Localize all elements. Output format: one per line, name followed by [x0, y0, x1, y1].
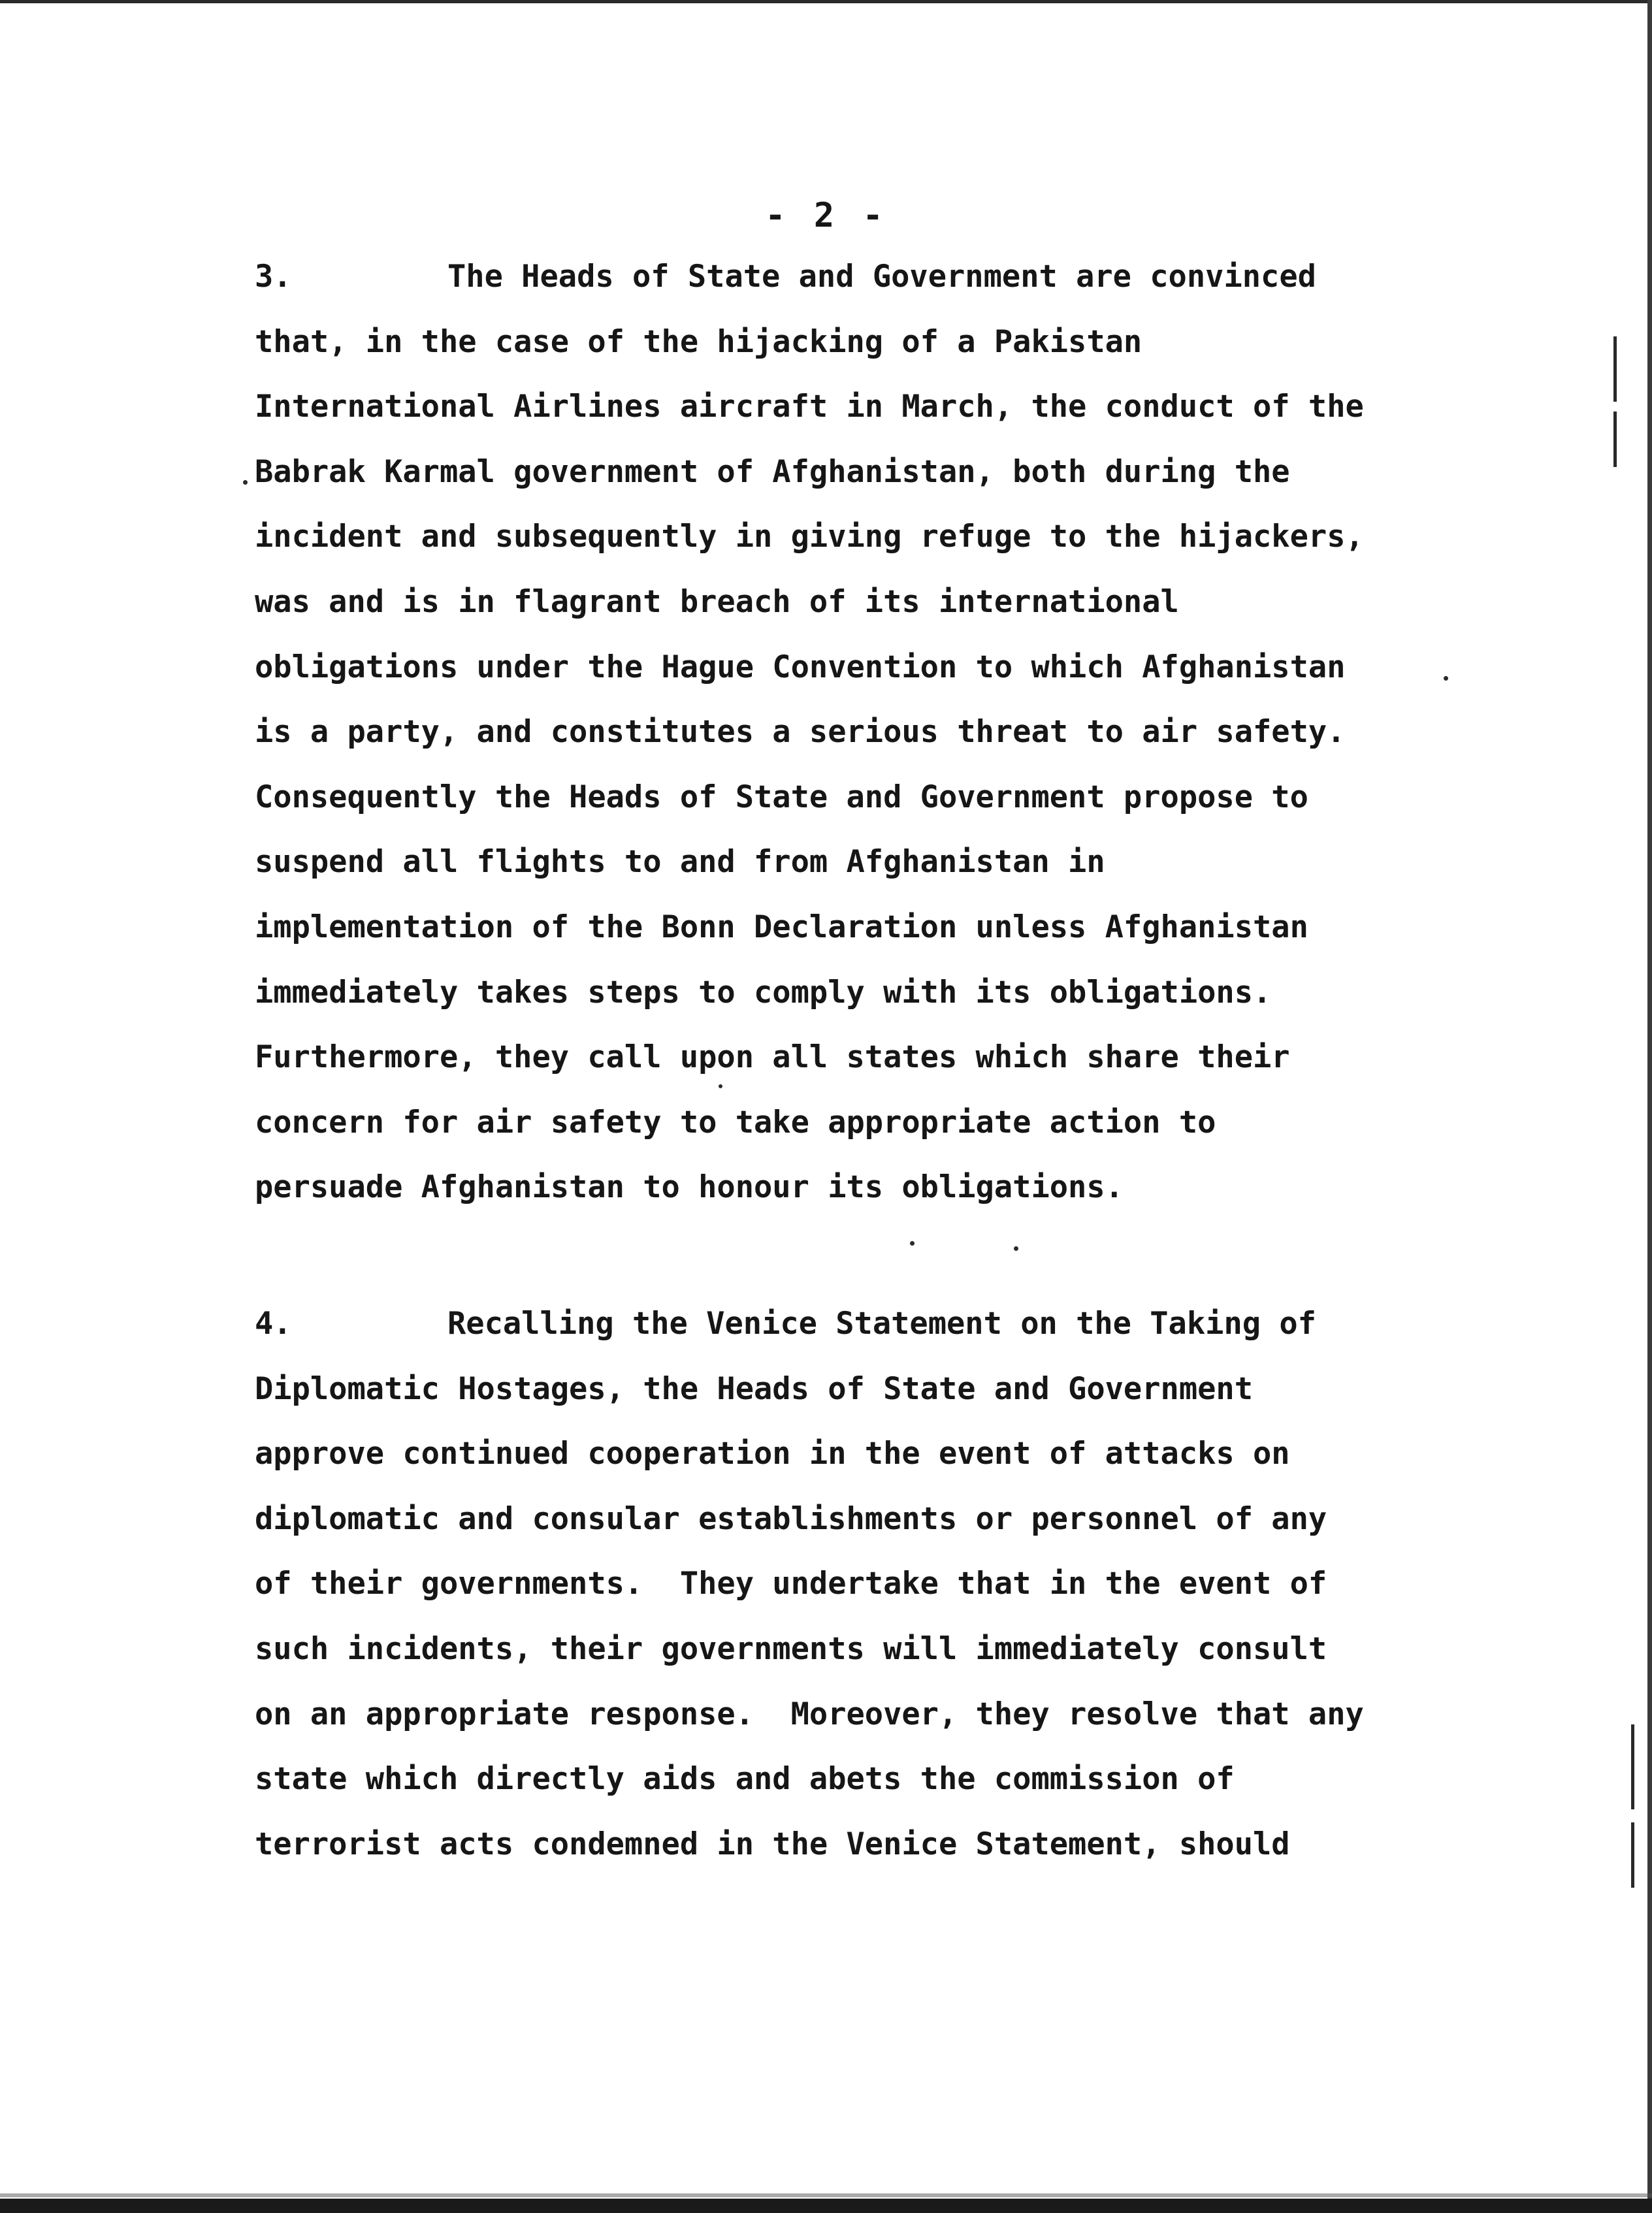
scan-top-edge: [0, 0, 1652, 3]
scan-right-edge: [1647, 0, 1652, 2213]
text-line: Babrak Karmal government of Afghanistan, both during the: [255, 453, 1290, 490]
text-line: Furthermore, they call upon all states which share their: [255, 1039, 1290, 1076]
text-line: obligations under the Hague Convention to which Afghanistan: [255, 649, 1346, 685]
scan-speck: [243, 480, 248, 485]
text-line: International Airlines aircraft in March, the conduct of the: [255, 389, 1364, 425]
text-line: that, in the case of the hijacking of a Pakistan: [255, 323, 1142, 360]
text-line: implementation of the Bonn Declaration unless Afghanistan: [255, 909, 1308, 945]
text-line: on an appropriate response. Moreover, they resolve that any: [255, 1696, 1364, 1732]
scan-speck: [910, 1241, 915, 1246]
text-line: state which directly aids and abets the commission of: [255, 1761, 1235, 1798]
text-line: approve continued cooperation in the event of attacks on: [255, 1436, 1290, 1472]
text-line: concern for air safety to take appropriate action to: [255, 1104, 1216, 1140]
margin-change-bar: [1631, 1724, 1634, 1809]
text-line: Recalling the Venice Statement on the Taking of: [447, 1306, 1316, 1342]
section-number: 3.: [255, 259, 292, 295]
text-line: was and is in flagrant breach of its international: [255, 583, 1179, 620]
text-line: suspend all flights to and from Afghanistan in: [255, 844, 1105, 880]
scan-speck: [1014, 1246, 1018, 1251]
section-number: 4.: [255, 1306, 292, 1342]
margin-change-bar: [1613, 336, 1617, 402]
text-line: Diplomatic Hostages, the Heads of State and Government: [255, 1370, 1254, 1407]
section-4: [255, 1303, 1457, 1888]
text-line: is a party, and constitutes a serious threat to air safety.: [255, 714, 1346, 751]
text-line: such incidents, their governments will immediately consult: [255, 1630, 1327, 1667]
page-number: - 2 -: [765, 196, 887, 235]
margin-change-bar: [1613, 412, 1617, 467]
margin-change-bar: [1631, 1822, 1634, 1888]
text-line: of their governments. They undertake that in the event of: [255, 1566, 1327, 1602]
text-line: incident and subsequently in giving refuge to the hijackers,: [255, 519, 1364, 555]
text-line: persuade Afghanistan to honour its obligations.: [255, 1169, 1124, 1206]
text-line: The Heads of State and Government are convinced: [447, 259, 1316, 295]
scan-bottom-edge: [0, 2199, 1652, 2213]
section-3: [255, 256, 1457, 1232]
text-line: Consequently the Heads of State and Government propose to: [255, 779, 1308, 815]
text-line: immediately takes steps to comply with its obligations.: [255, 974, 1272, 1010]
text-line: diplomatic and consular establishments or personnel of any: [255, 1500, 1327, 1537]
text-line: terrorist acts condemned in the Venice Statement, should: [255, 1826, 1290, 1862]
